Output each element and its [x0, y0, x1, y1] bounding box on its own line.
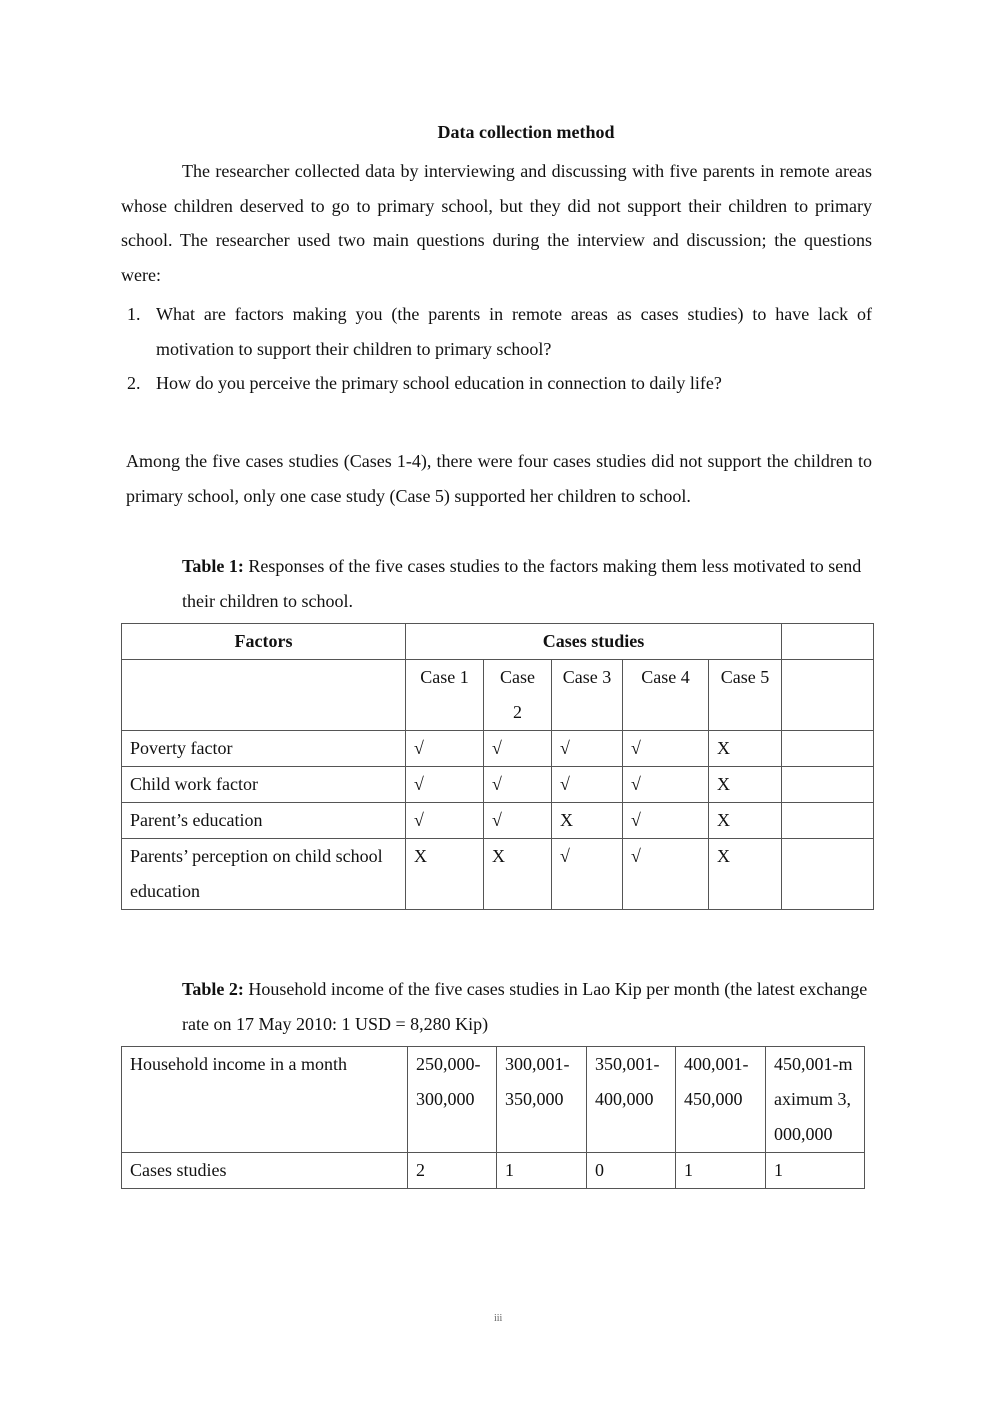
cases-row-label: Cases studies	[122, 1153, 408, 1189]
response-cell: √	[552, 839, 623, 910]
response-cell: √	[552, 767, 623, 803]
response-cell: √	[406, 767, 484, 803]
question-text: How do you perceive the primary school education in connection to daily life?	[156, 373, 722, 393]
case-header: Case 4	[623, 660, 709, 731]
response-cell: X	[552, 803, 623, 839]
table-subheader-row	[122, 660, 874, 731]
header-factors: Factors	[122, 624, 406, 660]
empty-cell	[782, 731, 874, 767]
table-row	[122, 1153, 865, 1189]
table-row	[122, 803, 874, 839]
response-cell: X	[709, 767, 782, 803]
response-cell: √	[623, 731, 709, 767]
empty-cell	[782, 839, 874, 910]
response-cell: X	[709, 731, 782, 767]
section-heading: Data collection method	[437, 122, 615, 142]
page-number: iii	[494, 1313, 503, 1324]
question-number: 1.	[127, 304, 141, 324]
response-cell: √	[406, 731, 484, 767]
table2-caption	[182, 972, 872, 1041]
table-row	[122, 1047, 865, 1153]
case-header: Case 1	[406, 660, 484, 731]
case-count: 0	[587, 1153, 676, 1189]
response-cell: X	[406, 839, 484, 910]
income-range: 400,001-450,000	[676, 1047, 766, 1153]
empty-cell	[782, 803, 874, 839]
factor-label: Parents’ perception on child school education	[122, 839, 406, 910]
income-row-label: Household income in a month	[122, 1047, 408, 1153]
response-cell: X	[484, 839, 552, 910]
response-cell: X	[709, 803, 782, 839]
empty-cell	[782, 767, 874, 803]
response-cell: √	[623, 839, 709, 910]
response-cell: √	[406, 803, 484, 839]
question-text: What are factors making you (the parents in remote areas as cases studies) to have lack of motivation to support their children to primary school?	[156, 304, 872, 359]
case-header: Case 2	[484, 660, 552, 731]
income-range: 350,001-400,000	[587, 1047, 676, 1153]
factor-label: Parent’s education	[122, 803, 406, 839]
table2-caption-text: Household income of the five cases studies in Lao Kip per month (the latest exchange rate on 17 May 2010: 1 USD = 8,280 Kip)	[182, 979, 868, 1034]
question-number: 2.	[127, 373, 141, 393]
case-header: Case 3	[552, 660, 623, 731]
question-list	[121, 297, 872, 401]
response-cell: √	[623, 803, 709, 839]
factor-label: Child work factor	[122, 767, 406, 803]
response-cell: X	[709, 839, 782, 910]
table1-caption	[182, 549, 872, 618]
empty-cell	[122, 660, 406, 731]
factors-table	[121, 623, 874, 910]
table-row	[122, 839, 874, 910]
factor-label: Poverty factor	[122, 731, 406, 767]
income-table	[121, 1046, 865, 1189]
income-range: 450,001-maximum 3,000,000	[766, 1047, 865, 1153]
header-empty-cell	[782, 624, 874, 660]
table1-caption-text: Responses of the five cases studies to the factors making them less motivated to send their children to school.	[182, 556, 862, 611]
response-cell: √	[484, 803, 552, 839]
table2-caption-label: Table 2:	[182, 979, 244, 999]
intro-paragraph: The researcher collected data by interviewing and discussing with five parents in remote areas whose children deserved to go to primary school, but they did not support their children to primary school. The researcher used two main questions during the interview and discussion; the questions were:	[121, 161, 872, 285]
question-item	[121, 366, 872, 401]
header-cases-studies: Cases studies	[406, 624, 782, 660]
case-count: 1	[676, 1153, 766, 1189]
table-header-row	[122, 624, 874, 660]
response-cell: √	[484, 767, 552, 803]
table1-caption-label: Table 1:	[182, 556, 244, 576]
case-count: 2	[408, 1153, 497, 1189]
response-cell: √	[552, 731, 623, 767]
table-row	[122, 731, 874, 767]
income-range: 300,001-350,000	[497, 1047, 587, 1153]
cases-paragraph: Among the five cases studies (Cases 1-4), there were four cases studies did not support the children to primary school, only one case study (Case 5) supported her children to school.	[126, 451, 872, 506]
response-cell: √	[623, 767, 709, 803]
case-count: 1	[766, 1153, 865, 1189]
response-cell: √	[484, 731, 552, 767]
case-header: Case 5	[709, 660, 782, 731]
table-row	[122, 767, 874, 803]
case-count: 1	[497, 1153, 587, 1189]
empty-cell	[782, 660, 874, 731]
question-item	[121, 297, 872, 366]
income-range: 250,000-300,000	[408, 1047, 497, 1153]
